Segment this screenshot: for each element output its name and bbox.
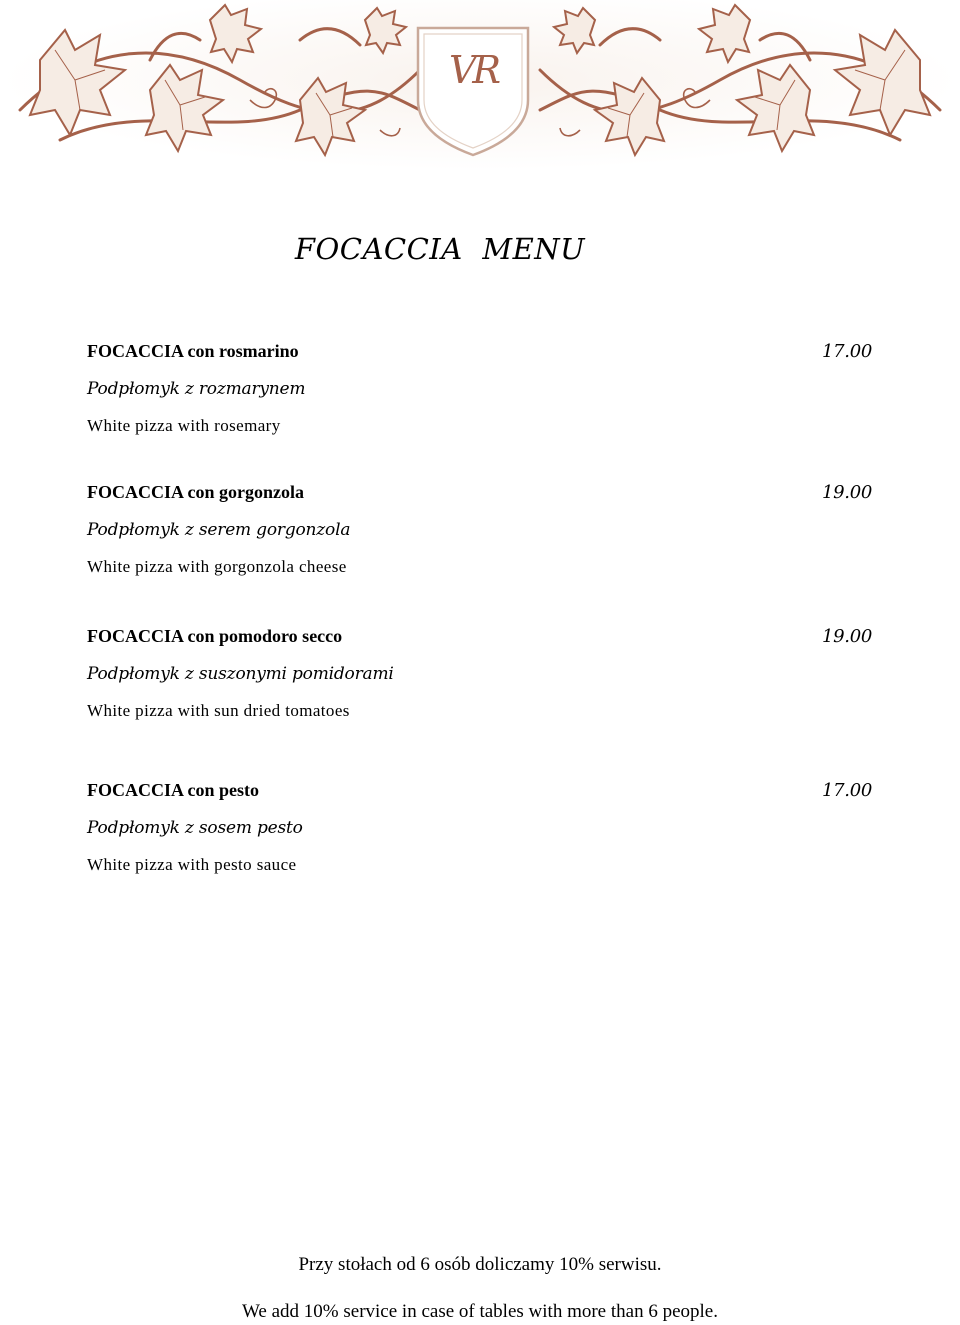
- header-vine-ornament: [0, 0, 960, 190]
- item-price: 17.00: [821, 780, 872, 801]
- item-polish-description: Podpłomyk z serem gorgonzola: [87, 520, 351, 540]
- item-polish-description: Podpłomyk z sosem pesto: [87, 818, 303, 838]
- item-price: 17.00: [821, 341, 872, 362]
- item-polish-description: Podpłomyk z rozmarynem: [87, 379, 306, 399]
- item-english-description: White pizza with pesto sauce: [87, 855, 297, 874]
- item-name: FOCACCIA con pomodoro secco: [87, 626, 343, 646]
- item-price: 19.00: [821, 482, 872, 503]
- footer-service-note-english: We add 10% service in case of tables with more than 6 people.: [242, 1301, 718, 1322]
- item-name: FOCACCIA con pesto: [87, 780, 260, 800]
- item-english-description: White pizza with sun dried tomatoes: [87, 701, 350, 720]
- menu-item: [87, 341, 872, 436]
- menu-title: FOCACCIA MENU: [294, 232, 586, 266]
- menu-item: [87, 482, 872, 577]
- item-name: FOCACCIA con gorgonzola: [87, 482, 304, 502]
- item-price: 19.00: [821, 626, 872, 647]
- footer-service-note-polish: Przy stołach od 6 osób doliczamy 10% serwisu.: [298, 1254, 662, 1275]
- item-english-description: White pizza with gorgonzola cheese: [87, 557, 347, 576]
- item-polish-description: Podpłomyk z suszonymi pomidorami: [87, 664, 394, 684]
- menu-item: [87, 626, 872, 721]
- item-name: FOCACCIA con rosmarino: [87, 341, 299, 361]
- monogram-logo: VR: [448, 48, 498, 92]
- menu-item: [87, 780, 872, 875]
- item-english-description: White pizza with rosemary: [87, 416, 281, 435]
